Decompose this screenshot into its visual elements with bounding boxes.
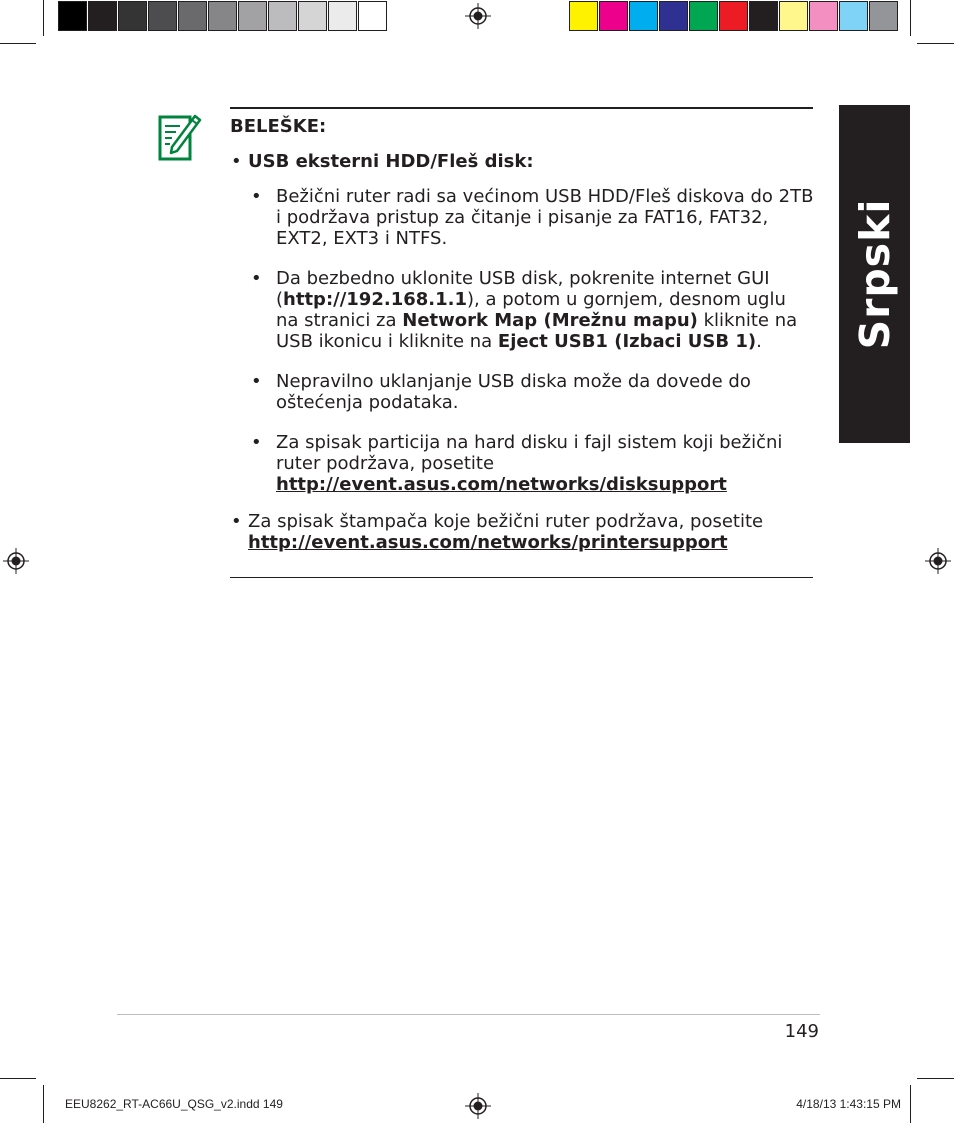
color-swatch (148, 1, 177, 31)
printer-support-link[interactable]: http://event.asus.com/networks/printersupport (248, 532, 728, 553)
notes-block (230, 116, 814, 567)
color-swatch (629, 1, 658, 31)
color-swatch (328, 1, 357, 31)
crop-mark-bottom-right-v (910, 1085, 911, 1123)
list-item (230, 186, 814, 249)
bullet: • (251, 432, 262, 453)
disk-support-text: Za spisak particija na hard disku i fajl sistem koji bežični ruter podržava, posetite http://event.asus.com/networks/disksupport (276, 432, 783, 495)
crop-mark-bottom-left-v (43, 1085, 44, 1123)
notes-heading: BELEŠKE: (230, 116, 327, 137)
color-swatch (208, 1, 237, 31)
bullet: • (251, 268, 262, 289)
color-swatch (569, 1, 598, 31)
color-swatch (689, 1, 718, 31)
list-item (230, 371, 814, 413)
registration-mark-icon (3, 548, 29, 574)
registration-mark-icon (925, 548, 951, 574)
color-swatch (599, 1, 628, 31)
disk-support-link[interactable]: http://event.asus.com/networks/disksupport (276, 474, 727, 495)
color-swatch (268, 1, 297, 31)
crop-mark-top-right-v (910, 0, 911, 36)
note-pencil-icon (158, 111, 202, 161)
bullet: • (251, 371, 262, 392)
footer-rule (117, 1014, 820, 1015)
process-color-bar (569, 1, 899, 31)
color-swatch (659, 1, 688, 31)
footer-file-info: EEU8262_RT-AC66U_QSG_v2.indd 149 (65, 1097, 283, 1111)
registration-mark-icon (465, 1093, 491, 1119)
usb-support-text: Bežični ruter radi sa većinom USB HDD/Fleš diskova do 2TB i podržava pristup za čitanje i pisanje za FAT16, FAT32, EXT2, EXT3 i NTFS. (276, 186, 814, 249)
footer-timestamp: 4/18/13 1:43:15 PM (796, 1097, 901, 1111)
color-swatch (358, 1, 387, 31)
router-gui-url: http://192.168.1.1 (283, 289, 467, 310)
eject-usb-label: Eject USB1 (Izbaci USB 1) (497, 331, 757, 352)
crop-mark-top-right-h (917, 43, 954, 44)
color-swatch (238, 1, 267, 31)
network-map-label: Network Map (Mrežnu mapu) (402, 310, 698, 331)
color-swatch (869, 1, 898, 31)
language-side-tab (839, 105, 910, 443)
color-swatch (719, 1, 748, 31)
bullet: • (251, 186, 262, 207)
color-swatch (58, 1, 87, 31)
bullet: • (231, 151, 242, 172)
crop-mark-top-left-h (0, 43, 36, 44)
safe-removal-text: Da bezbedno uklonite USB disk, pokrenite internet GUI (http://192.168.1.1), a potom u gornjem, desnom uglu na stranici za Network Map (Mrežnu mapu) kliknite na USB ikonicu i kliknite na Eject USB1 (Izbaci USB 1). (276, 268, 798, 352)
list-item (230, 511, 814, 553)
page-number: 149 (784, 1021, 819, 1042)
list-item (230, 432, 814, 495)
color-swatch (809, 1, 838, 31)
list-item (230, 268, 814, 352)
gray-color-bar (58, 1, 388, 31)
color-swatch (178, 1, 207, 31)
color-swatch (839, 1, 868, 31)
color-swatch (298, 1, 327, 31)
color-swatch (118, 1, 147, 31)
crop-mark-top-left-v (43, 0, 44, 36)
note-top-rule (230, 107, 813, 109)
improper-removal-text: Nepravilno uklanjanje USB diska može da dovede do oštećenja podataka. (276, 371, 751, 413)
list-item (230, 151, 814, 172)
printer-support-text: Za spisak štampača koje bežični ruter podržava, posetite http://event.asus.com/networks/printersupport (248, 511, 764, 553)
bullet: • (231, 511, 242, 532)
color-swatch (749, 1, 778, 31)
registration-mark-icon (465, 3, 491, 29)
usb-section-title: USB eksterni HDD/Fleš disk: (248, 151, 534, 172)
color-swatch (88, 1, 117, 31)
crop-mark-bottom-left-h (0, 1078, 36, 1079)
language-tab-label: Srpski (850, 198, 899, 350)
color-swatch (779, 1, 808, 31)
crop-mark-bottom-right-h (917, 1078, 954, 1079)
note-bottom-rule (230, 577, 813, 578)
